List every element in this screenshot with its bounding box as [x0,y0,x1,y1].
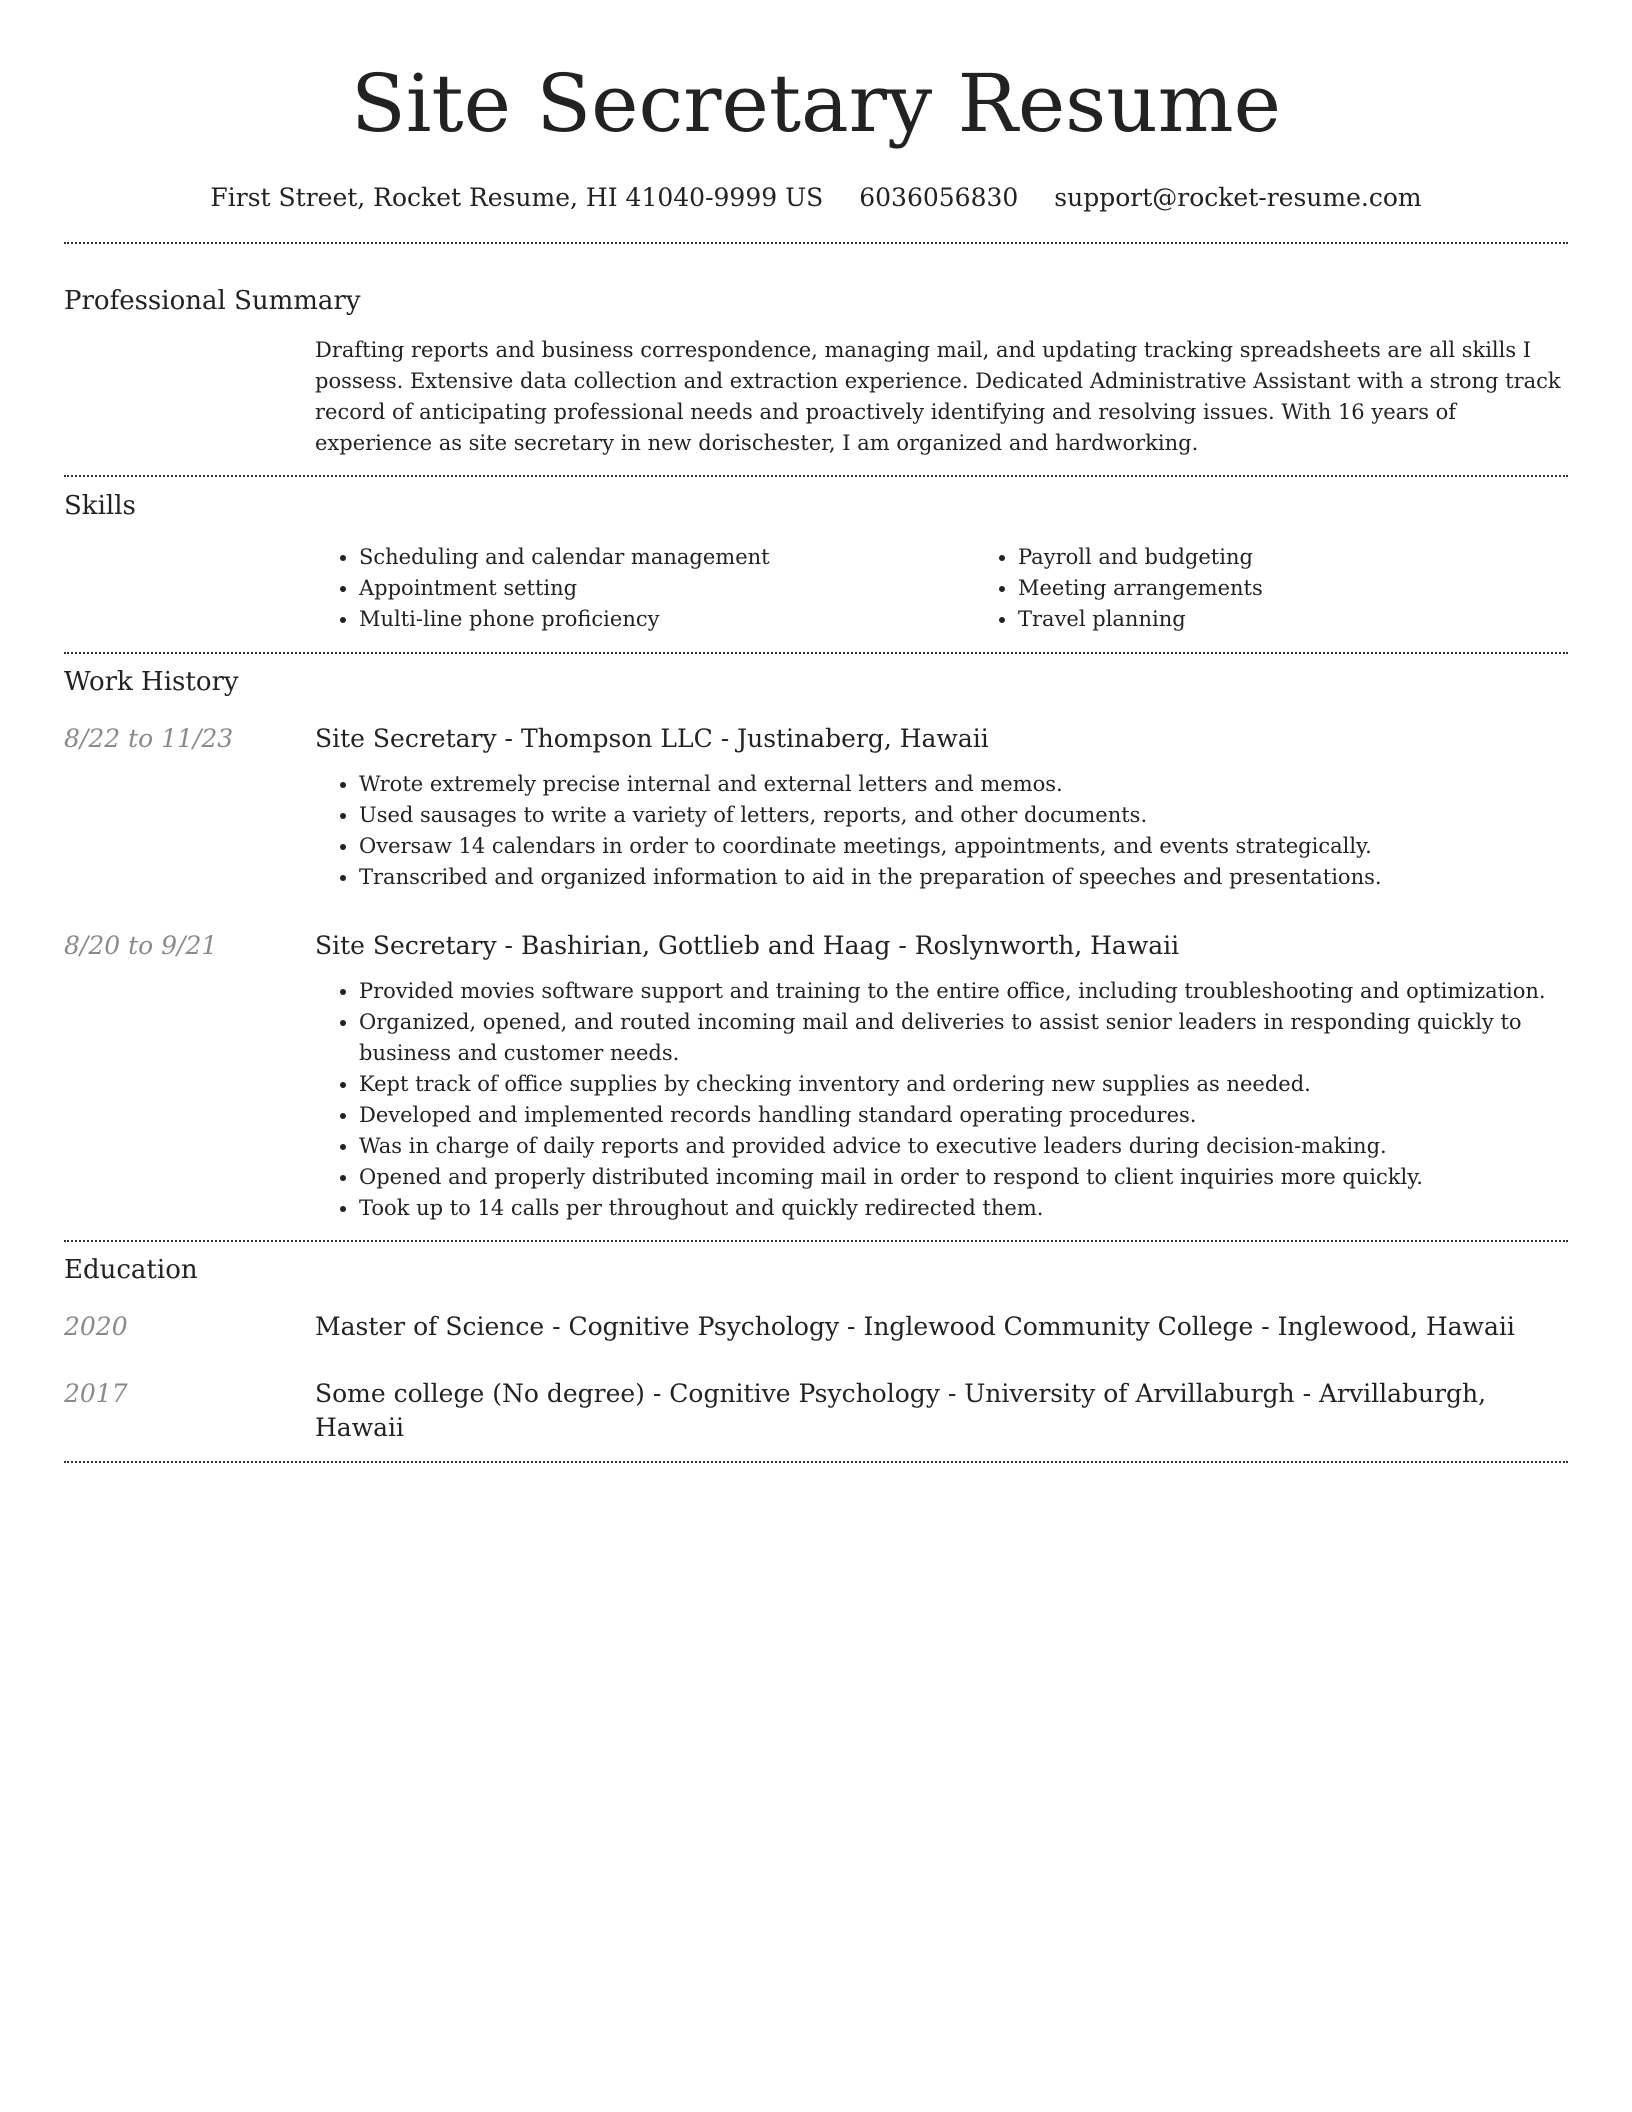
skills-list-right [974,542,1632,635]
work-section [64,654,1568,1240]
skill-item: • Appointment setting [359,573,974,604]
contact-email: support@rocket-resume.com [1054,183,1422,212]
education-year: 2017 [64,1379,128,1408]
job-bullets [315,769,1568,893]
education-section [64,1242,1568,1461]
job-bullets [315,976,1568,1224]
work-heading: Work History [64,667,239,697]
job-entry [64,929,1568,1224]
skills-heading: Skills [64,491,136,521]
job-title: Site Secretary - Bashirian, Gottlieb and Haag - Roslynworth, Hawaii [315,931,1180,960]
job-title: Site Secretary - Thompson LLC - Justinaberg, Hawaii [315,724,989,753]
job-bullet: • Took up to 14 calls per throughout and quickly redirected them. [359,1193,1568,1224]
contact-address: First Street, Rocket Resume, HI 41040-9999 US [210,183,824,212]
skills-list-left [315,542,974,635]
summary-heading: Professional Summary [64,286,361,316]
job-bullet: • Transcribed and organized information to aid in the preparation of speeches and presentations. [359,862,1568,893]
job-dates: 8/22 to 11/23 [64,724,234,753]
job-entry [64,722,1568,893]
job-bullet: • Wrote extremely precise internal and external letters and memos. [359,769,1568,800]
summary-text: Drafting reports and business correspondence, managing mail, and updating tracking spreadsheets are all skills I possess. Extensive data collection and extraction experience. Dedicated Administrative Assistant with a strong track record of anticipating professional needs and proactively identifying and resolving issues. With 16 years of experience as site secretary in new dorischester, I am organized and hardworking. [315,338,1561,455]
education-title: Master of Science - Cognitive Psychology - Inglewood Community College - Inglewood, Hawaii [315,1312,1515,1341]
skills-section [64,477,1568,652]
skill-item: • Meeting arrangements [1018,573,1632,604]
education-entry [64,1310,1568,1344]
job-bullet: • Oversaw 14 calendars in order to coordinate meetings, appointments, and events strategically. [359,831,1568,862]
job-bullet: • Organized, opened, and routed incoming mail and deliveries to assist senior leaders in responding quickly to business and customer needs. [359,1007,1568,1069]
education-year: 2020 [64,1312,128,1341]
skill-item: • Travel planning [1018,604,1632,635]
job-bullet: • Provided movies software support and training to the entire office, including troubleshooting and optimization. [359,976,1568,1007]
job-bullet: • Used sausages to write a variety of letters, reports, and other documents. [359,800,1568,831]
job-bullet: • Was in charge of daily reports and provided advice to executive leaders during decision-making. [359,1131,1568,1162]
skill-item: • Scheduling and calendar management [359,542,974,573]
job-bullet: • Opened and properly distributed incoming mail in order to respond to client inquiries more quickly. [359,1162,1568,1193]
job-bullet: • Developed and implemented records handling standard operating procedures. [359,1100,1568,1131]
contact-line [64,182,1568,214]
skill-item: • Multi-line phone proficiency [359,604,974,635]
divider-education [64,1461,1568,1463]
education-entry [64,1377,1568,1445]
summary-section [64,244,1568,475]
job-dates: 8/20 to 9/21 [64,931,218,960]
resume-title: Site Secretary Resume [351,57,1281,150]
contact-phone: 6036056830 [859,183,1019,212]
education-title: Some college (No degree) - Cognitive Psychology - University of Arvillaburgh - Arvillaburgh, Hawaii [315,1379,1487,1442]
education-heading: Education [64,1255,198,1285]
job-bullet: • Kept track of office supplies by checking inventory and ordering new supplies as needed. [359,1069,1568,1100]
skill-item: • Payroll and budgeting [1018,542,1632,573]
